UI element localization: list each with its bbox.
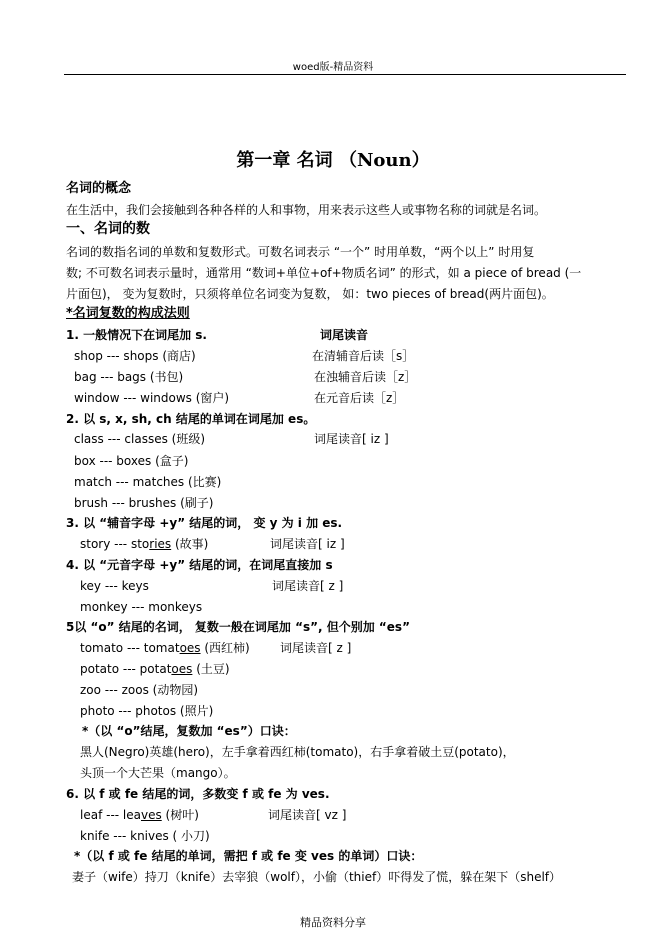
rule3-example-gloss: (故事): [171, 537, 209, 551]
rule6-example-1-ending: ves: [140, 808, 162, 822]
rule5-tip-line2: 头顶一个大芒果（mango）。: [80, 766, 236, 780]
rule2-title: 2. 以 s, x, sh, ch 结尾的单词在词尾加 es。: [66, 412, 316, 426]
rule1-pronunciation-1: 在清辅音后读［s］: [312, 349, 415, 363]
rule6-example-1-stem: leaf --- lea: [80, 808, 141, 822]
rule5-tip-line1: 黑人(Negro)英雄(hero)，左手拿着西红柿(tomato)，右手拿着破土豆(potato)，: [80, 745, 515, 759]
rule3-example-ending: ries: [149, 537, 172, 551]
rule6-tip-title: *（以 f 或 fe 结尾的单词，需把 f 或 fe 变 ves 的单词）口诀：: [74, 849, 423, 863]
concept-heading: 名词的概念: [66, 181, 132, 196]
rule4-pronunciation-1: 词尾读音[ z ]: [272, 579, 344, 593]
rule6-tip-line1: 妻子（wife）持刀（knife）去宰狼（wolf），小偷（thief）吓得发了慌，躲在架下（shelf）: [72, 870, 562, 884]
rule1-pronunciation-2: 在浊辅音后读［z］: [314, 370, 417, 384]
chapter-title: 第一章 名词 （Noun）: [236, 150, 430, 171]
rule1-example-1: shop --- shops (商店): [74, 349, 196, 363]
rule4-example-2: monkey --- monkeys: [80, 600, 203, 614]
rule5-example-1-stem: tomato --- tomat: [80, 641, 180, 655]
rule1-pronunciation-3: 在元音后读［z］: [314, 391, 405, 405]
page-footer: 精品资料分享: [300, 916, 366, 929]
rule2-example-2: box --- boxes (盒子): [74, 454, 189, 468]
rule4-title: 4. 以 “元音字母 +y” 结尾的词，在词尾直接加 s: [66, 558, 333, 572]
rule4-example-1: key --- keys: [80, 579, 149, 593]
section1-para-line3: 片面包)， 变为复数时，只须将单位名词变为复数， 如：two pieces of bread(两片面包)。: [66, 287, 554, 301]
rule3-pronunciation: 词尾读音[ iz ]: [270, 537, 345, 551]
rule5-example-2-ending: oes: [171, 662, 193, 676]
rule5-example-2: [80, 661, 230, 677]
rule5-title: 5以 “o” 结尾的名词， 复数一般在词尾加 “s”, 但个别加 “es”: [66, 620, 410, 634]
rule6-pronunciation-1: 词尾读音[ vz ]: [268, 808, 347, 822]
rule6-example-1-gloss: (树叶): [161, 808, 199, 822]
rule1-example-3: window --- windows (窗户): [74, 391, 230, 405]
rule2-example-3: match --- matches (比赛): [74, 475, 222, 489]
rule3-example: [80, 536, 208, 552]
rule6-example-1: [80, 807, 199, 823]
section1-para-line2: 数; 不可数名词表示量时，通常用 “数词+单位+of+物质名词” 的形式，如 a piece of bread (一: [66, 266, 582, 280]
page-header: woed版-精品资料: [292, 62, 374, 73]
rule3-title: 3. 以 “辅音字母 +y” 结尾的词， 变 y 为 i 加 es.: [66, 516, 343, 530]
rule5-pronunciation-1: 词尾读音[ z ]: [280, 641, 352, 655]
rule2-example-4: brush --- brushes (刷子): [74, 496, 214, 510]
rule5-example-1: [80, 640, 250, 656]
rule5-example-1-gloss: (西红柿): [200, 641, 250, 655]
header-rule: [64, 74, 626, 75]
rule6-title: 6. 以 f 或 fe 结尾的词，多数变 f 或 fe 为 ves.: [66, 787, 330, 801]
rule5-example-1-ending: oes: [179, 641, 201, 655]
rule1-note: 词尾读音: [320, 328, 369, 342]
rule5-example-2-stem: potato --- potat: [80, 662, 172, 676]
rule5-example-3: zoo --- zoos (动物园): [80, 683, 199, 697]
section1-heading: 一、名词的数: [66, 221, 150, 237]
rule5-tip-title: *（以 “o”结尾，复数加 “es”）口诀：: [82, 724, 296, 738]
rule5-example-2-gloss: (土豆): [192, 662, 230, 676]
rule1-title: 1. 一般情况下在词尾加 s.: [66, 328, 207, 342]
rule2-pronunciation-1: 词尾读音[ iz ]: [314, 432, 389, 446]
rules-heading: *名词复数的构成法则: [66, 306, 190, 321]
rule1-example-2: bag --- bags (书包): [74, 370, 184, 384]
section1-para-line1: 名词的数指名词的单数和复数形式。可数名词表示 “一个” 时用单数，“两个以上” 时用复: [66, 245, 535, 259]
concept-text: 在生活中，我们会接触到各种各样的人和事物，用来表示这些人或事物名称的词就是名词。: [66, 203, 547, 217]
rule2-example-1: class --- classes (班级): [74, 432, 206, 446]
rule6-example-2: knife --- knives ( 小刀): [80, 829, 210, 843]
rule3-example-stem: story --- sto: [80, 537, 150, 551]
rule5-example-4: photo --- photos (照片): [80, 704, 214, 718]
